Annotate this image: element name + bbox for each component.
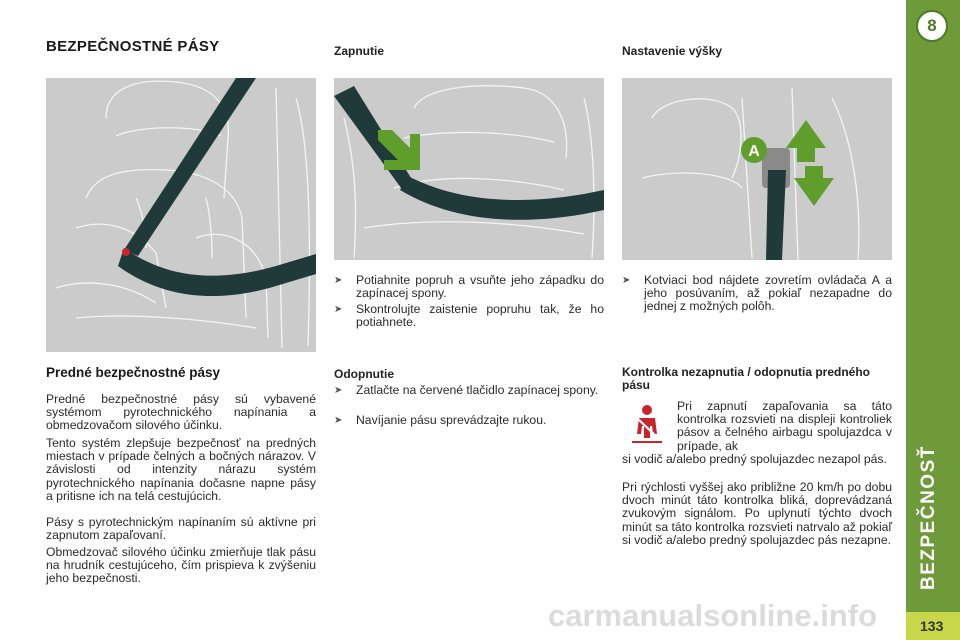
seatbelt-warning-icon [628, 404, 666, 444]
page-title: BEZPEČNOSTNÉ PÁSY [46, 38, 220, 55]
paragraph: Tento systém zlepšuje bezpečnosť na predných miestach v prípade čelných a bočných nárazov. V závislosti od intenzity nárazu systém pyrotechnického napínania dočasne napne pásy a pritisne ich na telá cestujúcich. [46, 436, 316, 503]
bullet-text: Potiahnite popruh a vsuňte jeho západku do zapínacej spony. [356, 273, 604, 301]
paragraph: Pásy s pyrotechnickým napínaním sú aktívne pri zapnutom zapaľovaní. [46, 515, 316, 543]
list-item [334, 303, 604, 329]
arrow-bullet-icon: ➤ [334, 385, 343, 396]
buckle-fastening-image [334, 78, 604, 260]
warning-description: Pri zapnutí zapaľovania sa táto kontrolka rozsvieti na displeji kontroliek pásov a čelného airbagu spolujazdca v prípade, ak [677, 399, 892, 453]
watermark: carmanualsonline.info [548, 598, 878, 633]
chapter-badge [916, 10, 948, 42]
section-subheading: Predné bezpečnostné pásy [46, 365, 221, 380]
seat-belt-front-image [46, 78, 316, 352]
arrow-bullet-icon: ➤ [334, 304, 343, 315]
arrow-bullet-icon: ➤ [622, 275, 631, 286]
section-heading-odopnutie: Odopnutie [334, 367, 394, 381]
section-heading-kontrolka: Kontrolka nezapnutia / odopnutia predného pásu [622, 365, 870, 392]
list-item [334, 274, 604, 300]
list-item [622, 274, 892, 314]
paragraph: Pri rýchlosti vyššej ako približne 20 km/h po dobu dvoch minút táto kontrolka bliká, doprevádzaná zvukovým signálom. Po uplynutí týchto dvoch minút sa táto kontrolka rozsvieti natrvalo až pokiaľ si vodič a/alebo predný spolujazdec pás nezapne. [622, 480, 892, 547]
paragraph: Predné bezpečnostné pásy sú vybavené systémom pyrotechnického napínania a obmedzovačom silového účinku. [46, 392, 316, 433]
paragraph: si vodič a/alebo predný spolujazdec nezapol pás. [622, 452, 887, 466]
chapter-number: 8 [927, 16, 937, 35]
arrow-bullet-icon: ➤ [334, 275, 343, 286]
bullet-text: Kotviaci bod nájdete zovretím ovládača A a jeho posúvaním, až pokiaľ nezapadne do jednej z možných polôh. [644, 273, 892, 314]
height-adjust-image [622, 78, 892, 260]
bullet-text: Zatlačte na červené tlačidlo zapínacej spony. [356, 383, 599, 397]
bullet-text: Navíjanie pásu sprevádzajte rukou. [356, 413, 547, 427]
control-label-a: A [748, 143, 760, 160]
paragraph: Obmedzovač silového účinku zmierňuje tlak pásu na hrudník cestujúceho, čím prispieva k zvýšeniu jeho bezpečnosti. [46, 545, 316, 586]
section-heading-nastavenie: Nastavenie výšky [622, 44, 723, 58]
page-number: 133 [920, 618, 944, 634]
chapter-title: BEZPEČNOSŤ [918, 445, 939, 590]
bullet-text: Skontrolujte zaistenie popruhu tak, že ho potiahnete. [356, 302, 604, 330]
section-heading-zapnutie: Zapnutie [334, 44, 384, 58]
list-item [334, 384, 604, 397]
list-item [334, 414, 604, 427]
page-number-tab [906, 612, 960, 640]
arrow-bullet-icon: ➤ [334, 415, 343, 426]
